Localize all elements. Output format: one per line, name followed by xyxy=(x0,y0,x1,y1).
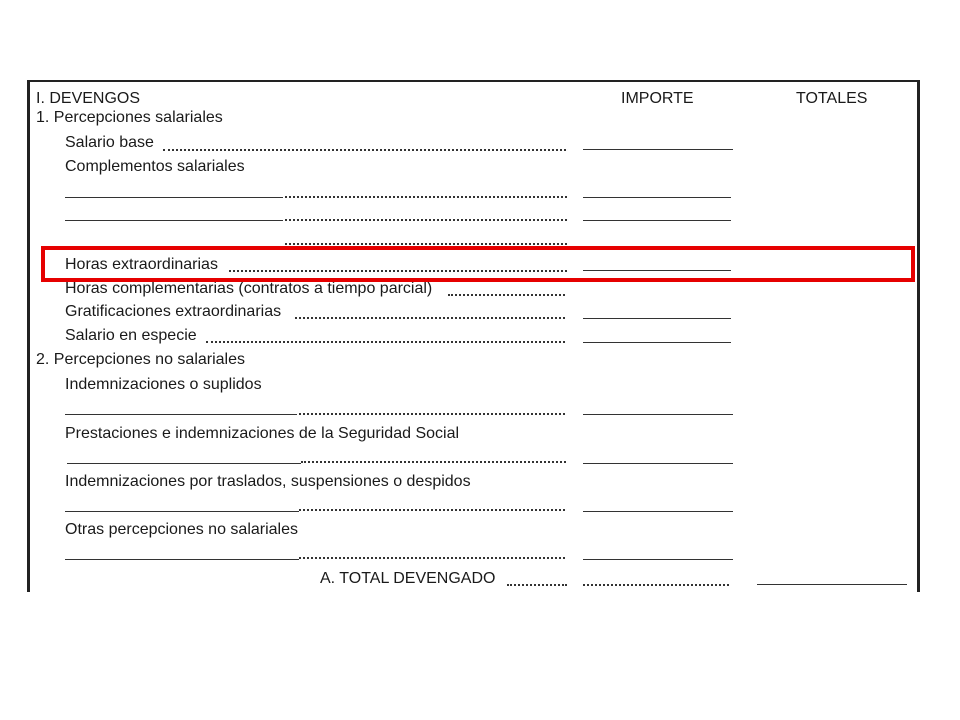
dot-leader xyxy=(301,459,566,463)
dot-leader xyxy=(285,241,567,245)
dot-leader xyxy=(163,147,566,151)
importe-field-traslados[interactable] xyxy=(583,510,733,512)
importe-field-prestaciones[interactable] xyxy=(583,462,733,464)
importe-field-gratificaciones[interactable] xyxy=(583,317,731,319)
column-header-importe: IMPORTE xyxy=(621,90,694,107)
dot-leader xyxy=(295,315,565,319)
indemnizaciones-name-field[interactable] xyxy=(65,413,297,415)
label-total-devengado: A. TOTAL DEVENGADO xyxy=(320,570,496,587)
label-complementos-salariales: Complementos salariales xyxy=(65,158,245,175)
group-title-percepciones-salariales: 1. Percepciones salariales xyxy=(36,109,223,126)
totales-field-total-devengado[interactable] xyxy=(757,583,907,585)
label-salario-especie: Salario en especie xyxy=(65,327,197,344)
importe-field-salario-base[interactable] xyxy=(583,148,733,150)
frame-left-border xyxy=(27,80,30,592)
dot-leader xyxy=(448,292,565,296)
label-gratificaciones-extraordinarias: Gratificaciones extraordinarias xyxy=(65,303,282,320)
importe-field-complemento-2[interactable] xyxy=(583,219,731,221)
prestaciones-name-field[interactable] xyxy=(67,462,301,464)
frame-top-border xyxy=(27,80,920,82)
importe-dots-total xyxy=(583,582,729,586)
dot-leader xyxy=(285,217,567,221)
label-indemnizaciones-traslados: Indemnizaciones por traslados, suspensiones o despidos xyxy=(65,473,471,490)
group-title-percepciones-no-salariales: 2. Percepciones no salariales xyxy=(36,351,246,368)
label-horas-extraordinarias: Horas extraordinarias xyxy=(65,256,218,273)
label-otras-percepciones: Otras percepciones no salariales xyxy=(65,521,299,538)
column-header-totales: TOTALES xyxy=(796,90,868,107)
highlight-box-horas-extraordinarias xyxy=(41,246,915,282)
importe-field-complemento-1[interactable] xyxy=(583,196,731,198)
importe-field-indemnizaciones[interactable] xyxy=(583,413,733,415)
label-horas-complementarias: Horas complementarias (contratos a tiempo parcial) xyxy=(65,280,433,297)
frame-right-border xyxy=(917,80,920,592)
otras-name-field[interactable] xyxy=(65,558,299,560)
label-indemnizaciones-suplidos: Indemnizaciones o suplidos xyxy=(65,376,262,393)
complemento-name-field-1[interactable] xyxy=(65,196,283,198)
label-prestaciones-seguridad-social: Prestaciones e indemnizaciones de la Seguridad Social xyxy=(65,425,460,442)
complemento-name-field-2[interactable] xyxy=(65,219,283,221)
importe-field-otras[interactable] xyxy=(583,558,733,560)
dot-leader xyxy=(285,194,567,198)
importe-field-salario-especie[interactable] xyxy=(583,341,731,343)
dot-leader xyxy=(299,507,565,511)
dot-leader xyxy=(507,582,567,586)
dot-leader xyxy=(299,411,565,415)
dot-leader xyxy=(206,339,565,343)
traslados-name-field[interactable] xyxy=(65,510,299,512)
label-salario-base: Salario base xyxy=(65,134,154,151)
section-title: I. DEVENGOS xyxy=(36,90,141,107)
dot-leader xyxy=(299,555,565,559)
